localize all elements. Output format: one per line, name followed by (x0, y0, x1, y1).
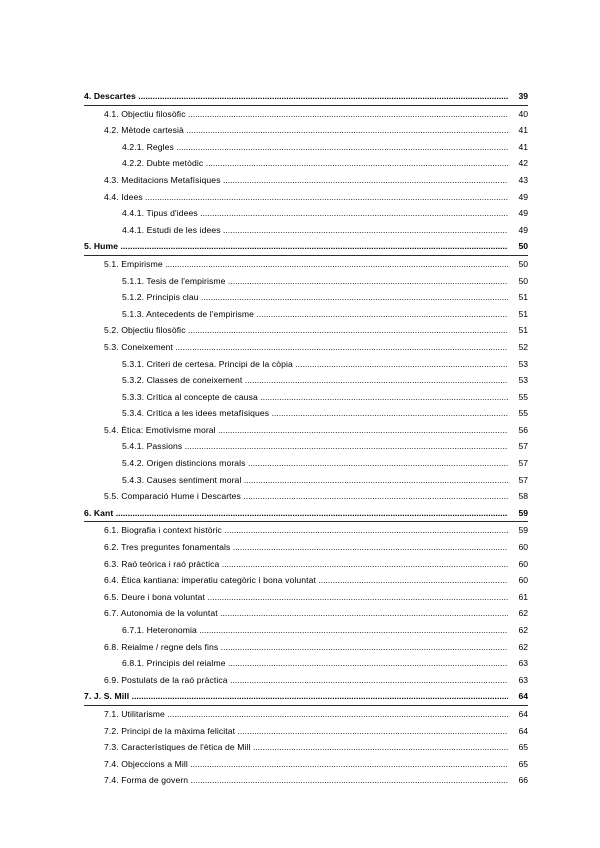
toc-section-entry[interactable] (84, 723, 528, 740)
toc-section-entry[interactable] (84, 572, 528, 589)
toc-entry-page-number: 62 (508, 622, 528, 639)
toc-entry-title: 6.4. Ètica kantiana: imperatiu categòric i bona voluntat ..... (84, 572, 508, 589)
toc-entry-page-number: 41 (508, 122, 528, 139)
toc-entry-page-number: 43 (508, 172, 528, 189)
toc-entry-page-number: 51 (508, 322, 528, 339)
toc-section-entry[interactable] (84, 772, 528, 789)
toc-entry-title: 4.1. Objectiu filosòfic ..... (84, 106, 508, 123)
toc-section-entry[interactable] (84, 289, 528, 306)
toc-section-entry[interactable] (84, 139, 528, 156)
toc-entry-page-number: 63 (508, 672, 528, 689)
toc-entry-page-number: 57 (508, 455, 528, 472)
toc-chapter-entry[interactable] (84, 505, 528, 523)
toc-section-entry[interactable] (84, 639, 528, 656)
toc-section-entry[interactable] (84, 189, 528, 206)
toc-section-entry[interactable] (84, 488, 528, 505)
toc-entry-page-number: 59 (508, 522, 528, 539)
toc-entry-title: 4.2.2. Dubte metòdic ..... (84, 155, 508, 172)
toc-entry-page-number: 59 (508, 505, 528, 522)
toc-entry-title: 7.1. Utilitarisme ..... (84, 706, 508, 723)
toc-entry-title: 4.2. Mètode cartesià ..... (84, 122, 508, 139)
toc-entry-page-number: 65 (508, 756, 528, 773)
toc-entry-page-number: 57 (508, 438, 528, 455)
toc-section-entry[interactable] (84, 122, 528, 139)
toc-entry-title: 5.1.2. Principis clau ..... (84, 289, 508, 306)
toc-entry-page-number: 50 (508, 273, 528, 290)
toc-entry-page-number: 49 (508, 222, 528, 239)
toc-entry-title: 6. Kant ..... (84, 505, 508, 522)
toc-entry-title: 7.4. Objeccions a Mill ..... (84, 756, 508, 773)
toc-entry-title: 4.2.1. Regles ..... (84, 139, 508, 156)
toc-entry-title: 5.4. Ètica: Emotivisme moral ..... (84, 422, 508, 439)
toc-entry-page-number: 63 (508, 655, 528, 672)
toc-entry-title: 4.3. Meditacions Metafísiques ..... (84, 172, 508, 189)
toc-section-entry[interactable] (84, 356, 528, 373)
toc-entry-title: 6.8. Reialme / regne dels fins ..... (84, 639, 508, 656)
toc-section-entry[interactable] (84, 422, 528, 439)
toc-entry-title: 5.1.1. Tesis de l'empirisme ..... (84, 273, 508, 290)
toc-entry-page-number: 50 (508, 238, 528, 255)
toc-entry-page-number: 55 (508, 405, 528, 422)
toc-entry-page-number: 51 (508, 289, 528, 306)
toc-entry-page-number: 62 (508, 605, 528, 622)
toc-entry-title: 4.4. Idees ..... (84, 189, 508, 206)
toc-entry-title: 4.4.1. Estudi de les idees ..... (84, 222, 508, 239)
toc-entry-title: 6.2. Tres preguntes fonamentals ..... (84, 539, 508, 556)
toc-entry-page-number: 42 (508, 155, 528, 172)
toc-section-entry[interactable] (84, 339, 528, 356)
toc-entry-title: 5.3.4. Crítica a les idees metafísiques ..... (84, 405, 508, 422)
toc-entry-title: 5.4.3. Causes sentiment moral ..... (84, 472, 508, 489)
toc-section-entry[interactable] (84, 672, 528, 689)
table-of-contents (84, 88, 528, 789)
toc-section-entry[interactable] (84, 205, 528, 222)
toc-entry-page-number: 58 (508, 488, 528, 505)
toc-section-entry[interactable] (84, 556, 528, 573)
toc-section-entry[interactable] (84, 405, 528, 422)
toc-entry-title: 5.4.2. Origen distincions morals ..... (84, 455, 508, 472)
toc-entry-title: 6.3. Raó teòrica i raó pràctica ..... (84, 556, 508, 573)
toc-entry-title: 6.7. Autonomia de la voluntat ..... (84, 605, 508, 622)
toc-entry-title: 5.3.1. Criteri de certesa. Principi de la còpia ..... (84, 356, 508, 373)
toc-section-entry[interactable] (84, 273, 528, 290)
toc-section-entry[interactable] (84, 256, 528, 273)
toc-section-entry[interactable] (84, 306, 528, 323)
toc-entry-page-number: 60 (508, 572, 528, 589)
toc-entry-page-number: 62 (508, 639, 528, 656)
toc-section-entry[interactable] (84, 438, 528, 455)
toc-section-entry[interactable] (84, 539, 528, 556)
toc-entry-page-number: 55 (508, 389, 528, 406)
toc-entry-page-number: 65 (508, 739, 528, 756)
toc-entry-title: 5.3.2. Classes de coneixement ..... (84, 372, 508, 389)
toc-chapter-entry[interactable] (84, 238, 528, 256)
toc-entry-title: 6.5. Deure i bona voluntat ..... (84, 589, 508, 606)
toc-entry-page-number: 49 (508, 189, 528, 206)
toc-entry-title: 5.5. Comparació Hume i Descartes ..... (84, 488, 508, 505)
toc-entry-title: 6.1. Biografia i context històric ..... (84, 522, 508, 539)
toc-entry-page-number: 66 (508, 772, 528, 789)
toc-section-entry[interactable] (84, 655, 528, 672)
toc-chapter-entry[interactable] (84, 688, 528, 706)
toc-entry-title: 5.3.3. Crítica al concepte de causa ..... (84, 389, 508, 406)
toc-section-entry[interactable] (84, 172, 528, 189)
toc-section-entry[interactable] (84, 455, 528, 472)
toc-entry-page-number: 60 (508, 556, 528, 573)
toc-entry-title: 5.3. Coneixement ..... (84, 339, 508, 356)
toc-section-entry[interactable] (84, 589, 528, 606)
toc-entry-page-number: 64 (508, 706, 528, 723)
toc-entry-page-number: 50 (508, 256, 528, 273)
toc-entry-page-number: 52 (508, 339, 528, 356)
toc-entry-title: 5.1.3. Antecedents de l'empirisme ..... (84, 306, 508, 323)
toc-section-entry[interactable] (84, 372, 528, 389)
toc-entry-title: 5. Hume ..... (84, 238, 508, 255)
toc-section-entry[interactable] (84, 706, 528, 723)
toc-section-entry[interactable] (84, 522, 528, 539)
toc-entry-page-number: 64 (508, 723, 528, 740)
toc-section-entry[interactable] (84, 756, 528, 773)
toc-entry-page-number: 53 (508, 356, 528, 373)
toc-section-entry[interactable] (84, 155, 528, 172)
toc-entry-title: 5.2. Objectiu filosòfic ..... (84, 322, 508, 339)
toc-section-entry[interactable] (84, 389, 528, 406)
toc-section-entry[interactable] (84, 106, 528, 123)
toc-entry-title: 5.1. Empirisme ..... (84, 256, 508, 273)
toc-section-entry[interactable] (84, 322, 528, 339)
toc-section-entry[interactable] (84, 605, 528, 622)
toc-entry-title: 4. Descartes ..... (84, 88, 508, 105)
toc-entry-title: 6.9. Postulats de la raó pràctica ..... (84, 672, 508, 689)
toc-entry-page-number: 56 (508, 422, 528, 439)
toc-entry-title: 7. J. S. Mill ..... (84, 688, 508, 705)
toc-entry-page-number: 64 (508, 688, 528, 705)
toc-section-entry[interactable] (84, 222, 528, 239)
toc-entry-page-number: 53 (508, 372, 528, 389)
toc-section-entry[interactable] (84, 622, 528, 639)
toc-entry-title: 7.3. Característiques de l'ètica de Mill ..... (84, 739, 508, 756)
toc-entry-title: 7.2. Principi de la màxima felicitat ..... (84, 723, 508, 740)
toc-entry-page-number: 49 (508, 205, 528, 222)
toc-entry-title: 4.4.1. Tipus d'idees ..... (84, 205, 508, 222)
toc-entry-title: 7.4. Forma de govern ..... (84, 772, 508, 789)
toc-entry-page-number: 41 (508, 139, 528, 156)
toc-entry-page-number: 60 (508, 539, 528, 556)
toc-entry-page-number: 51 (508, 306, 528, 323)
toc-chapter-entry[interactable] (84, 88, 528, 106)
toc-entry-page-number: 57 (508, 472, 528, 489)
toc-section-entry[interactable] (84, 739, 528, 756)
toc-entry-page-number: 61 (508, 589, 528, 606)
toc-entry-title: 5.4.1. Passions ..... (84, 438, 508, 455)
toc-section-entry[interactable] (84, 472, 528, 489)
toc-entry-title: 6.7.1. Heteronomia ..... (84, 622, 508, 639)
toc-entry-title: 6.8.1. Principis del reialme ..... (84, 655, 508, 672)
toc-entry-page-number: 40 (508, 106, 528, 123)
toc-entry-page-number: 39 (508, 88, 528, 105)
